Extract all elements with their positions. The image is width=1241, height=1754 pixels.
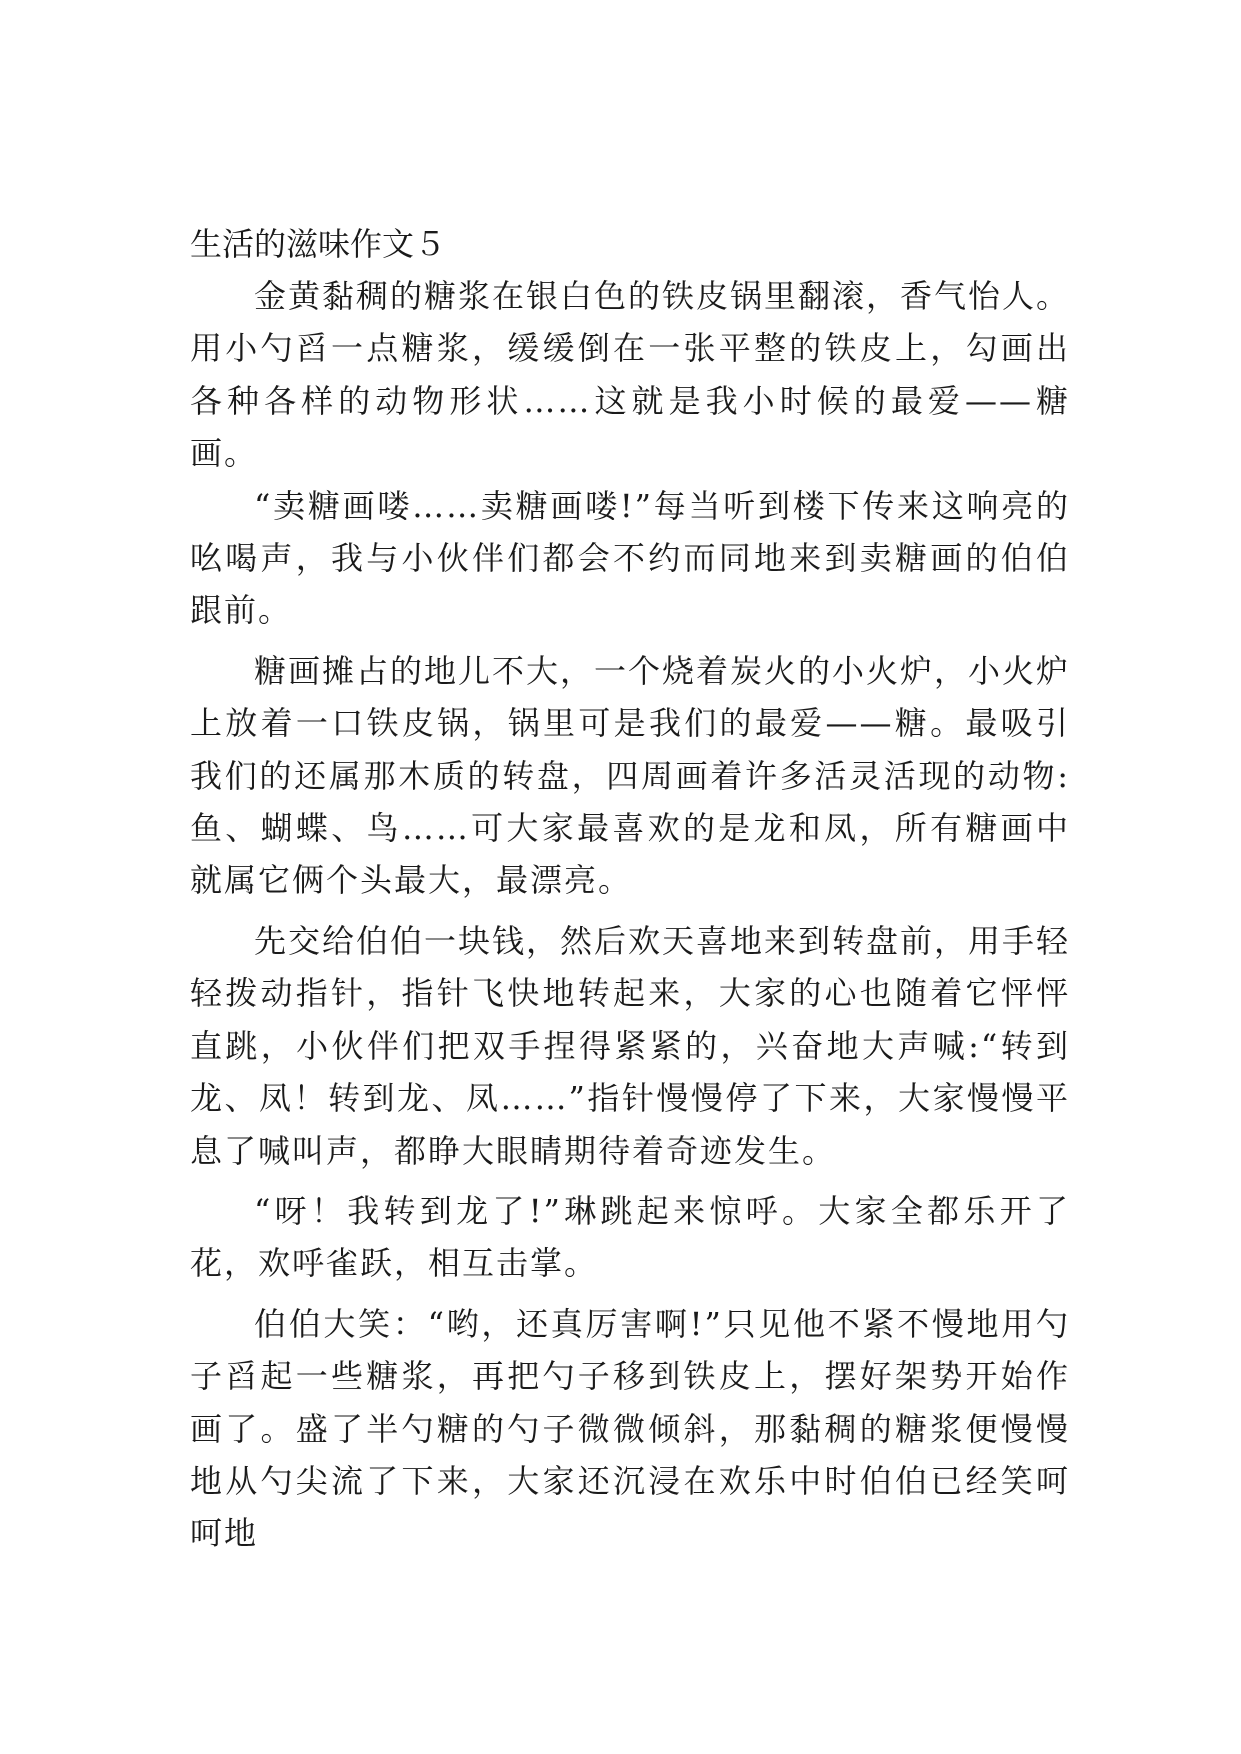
paragraph: 糖画摊占的地儿不大，一个烧着炭火的小火炉，小火炉上放着一口铁皮锅，锅里可是我们的最爱——糖。最吸引我们的还属那木质的转盘，四周画着许多活灵活现的动物:鱼、蝴蝶、鸟……可大家最喜欢的是龙和凤，所有糖画中就属它俩个头最大，最漂亮。 [190,651,1071,900]
document-title: 生活的滋味作文５ [190,225,447,263]
paragraph: 伯伯大笑：“哟，还真厉害啊!”只见他不紧不慢地用勺子舀起一些糖浆，再把勺子移到铁皮上，摆好架势开始作画了。盛了半勺糖的勺子微微倾斜，那黏稠的糖浆便慢慢地从勺尖流了下来，大家还沉浸在欢乐中时伯伯已经笑呵呵地 [190,1304,1070,1553]
paragraph: 先交给伯伯一块钱，然后欢天喜地来到转盘前，用手轻轻拨动指针，指针飞快地转起来，大家的心也随着它怦怦直跳，小伙伴们把双手捏得紧紧的，兴奋地大声喊:“转到龙、凤！转到龙、凤……”指针慢慢停了下来，大家慢慢平息了喊叫声，都睁大眼睛期待着奇迹发生。 [190,921,1071,1170]
paragraph: 金黄黏稠的糖浆在银白色的铁皮锅里翻滚，香气怡人。用小勺舀一点糖浆，缓缓倒在一张平整的铁皮上，勾画出各种各样的动物形状……这就是我小时候的最爱——糖画。 [190,277,1071,473]
paragraph: “呀！我转到龙了!”琳跳起来惊呼。大家全都乐开了花，欢呼雀跃，相互击掌。 [190,1191,1070,1283]
paragraph: “卖糖画喽……卖糖画喽!”每当听到楼下传来这响亮的吆喝声，我与小伙伴们都会不约而同地来到卖糖画的伯伯跟前。 [190,486,1070,630]
document-page [190,218,1070,1560]
